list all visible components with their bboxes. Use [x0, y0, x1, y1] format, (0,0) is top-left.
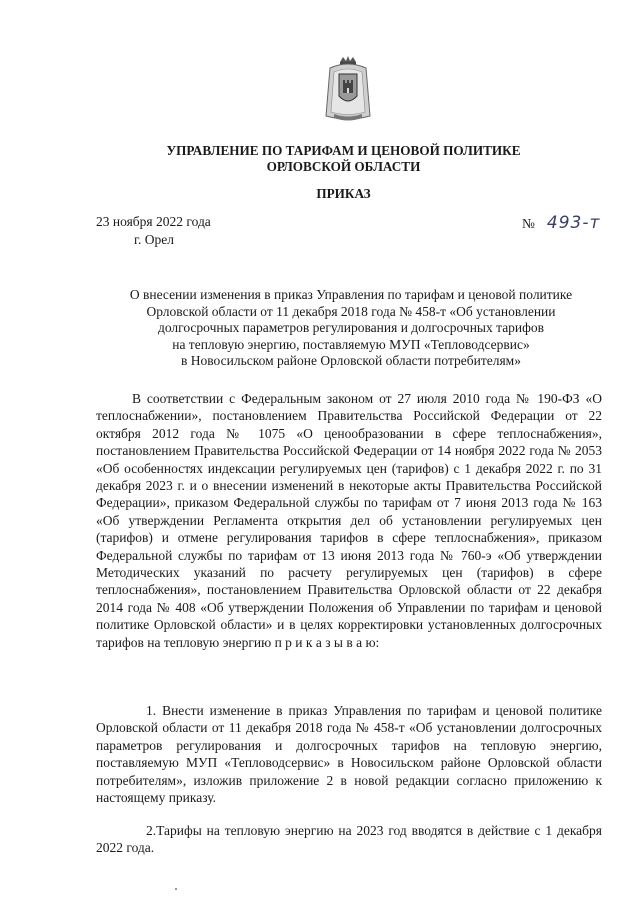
document-number	[522, 213, 600, 233]
preamble-paragraph: В соответствии с Федеральным законом от 27 июля 2010 года № 190-ФЗ «О теплоснабжении», постановлением Правительства Российской Федерации от 22 октября 2012 года № 1075 «О ценообразовании в сфере теплоснабжения», постановлением Правительства Российской Федерации от 14 ноября 2022 года № 2053 «Об особенностях индексации регулируемых цен (тарифов) с 1 декабря 2022 г. по 31 декабря 2023 г. и о внесении изменений в некоторые акты Правительства Российской Федерации», приказом Федеральной службы по тарифам от 7 июня 2013 года № 163 «Об утверждении Регламента открытия дел об установлении регулируемых цен (тарифов) и отмене регулирования тарифов в сфере теплоснабжения», приказом Федеральной службы по тарифам от 13 июня 2013 года № 760-э «Об утверждении Методических указаний по расчету регулируемых цен (тарифов) в сфере теплоснабжения», постановлением Правительства Орловской области от 22 декабря 2014 года № 408 «Об утверждении Положения об Управлении по тарифам и ценовой политике Орловской области» и в целях корректировки установленных долгосрочных тарифов на тепловую энергию п р и к а з ы в а ю:	[96, 391, 602, 650]
subject-line: долгосрочных параметров регулирования и долгосрочных тарифов	[157, 320, 545, 336]
orel-oblast-coat-of-arms-icon	[324, 56, 372, 124]
document-subject	[92, 287, 610, 370]
document-date: 23 ноября 2022 года	[96, 214, 211, 229]
order-item-2: 2.Тарифы на тепловую энергию на 2023 год вводятся в действие с 1 декабря 2022 года.	[96, 823, 602, 856]
subject-line: на тепловую энергию, поставляемую МУП «Тепловодсервис»	[172, 336, 530, 352]
number-sign: №	[522, 216, 535, 231]
subject-line: Орловской области от 11 декабря 2018 года № 458-т «Об установлении	[146, 303, 556, 319]
organization-name-line2: ОРЛОВСКОЙ ОБЛАСТИ	[266, 159, 421, 174]
handwritten-number: 493-т	[546, 213, 601, 233]
scan-speck	[175, 888, 177, 890]
subject-line: О внесении изменения в приказ Управления по тарифам и ценовой политике	[129, 287, 573, 302]
document-type: ПРИКАЗ	[316, 186, 371, 201]
document-city: г. Орел	[134, 232, 174, 247]
order-item-1: 1. Внести изменение в приказ Управления по тарифам и ценовой политике Орловской области от 11 декабря 2018 года № 458-т «Об установлении долгосрочных параметров регулирования и долгосрочных тарифов на тепловую энергию, поставляемую МУП «Тепловодсервис» в Новосильском районе Орловской области потребителям», изложив приложение 2 в новой редакции согласно приложению к настоящему приказу.	[96, 703, 602, 806]
organization-name-line1: УПРАВЛЕНИЕ ПО ТАРИФАМ И ЦЕНОВОЙ ПОЛИТИКЕ	[166, 143, 521, 158]
subject-line: в Новосильском районе Орловской области потребителям»	[181, 353, 521, 369]
